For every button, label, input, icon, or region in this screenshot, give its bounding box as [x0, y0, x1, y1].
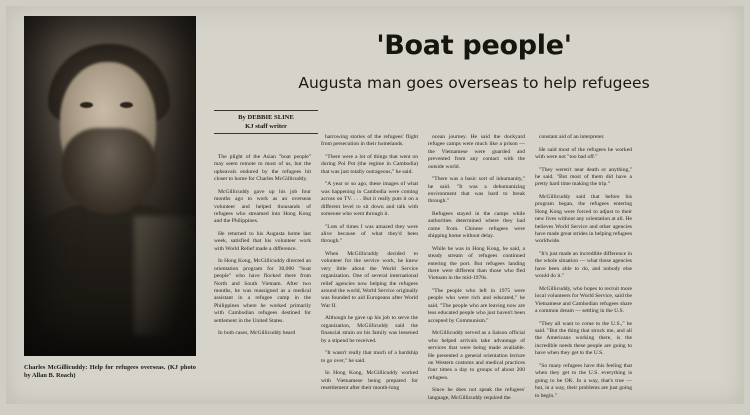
paragraph: McGillicuddy said that before his program began, the refugees entering Hong Kong were forced to adjust to their new lives without any orientation at all. He believes World Service and other agencies have made great strides in helping refugees worldwide.	[535, 194, 632, 245]
paragraph: Refugees stayed in the camps while authorities determined where they had come from. Chinese refugees were shipping home without delay.	[428, 211, 525, 240]
paragraph: "They all want to come to the U.S.," he said. "But the thing that struck me, and all the Americans working there, is the incredible needs these people are going to have when they get to the U.S.	[535, 320, 632, 357]
paragraph: The plight of the Asian "boat people" may seem remote to most of us, but the upheavals endured by the refugees hit closer to home for Charles McGillicuddy.	[214, 154, 311, 183]
article-column-2	[321, 134, 418, 392]
paragraph: ocean journey. He said the dockyard refugee camps were much like a prison — the Vietnamese were guarded and prevented from any contact with the outside world.	[428, 134, 525, 170]
paragraph: "Lots of times I was amazed they were alive because of what they'd been through."	[321, 223, 418, 245]
byline-affiliation: KJ staff writer	[245, 123, 287, 130]
article-photo	[24, 16, 196, 356]
paragraph: Since he does not speak the refugees' language, McGillicuddy required the	[428, 387, 525, 401]
paragraph: McGillicuddy gave up his job four months ago to work as an overseas volunteer and helped thousands of refugees who streamed into Hong Kong and the Philippines.	[214, 188, 311, 225]
paragraph: While he was in Hong Kong, he said, a steady stream of refugees continued entering the port. But refugees landing there were different than those who fled Vietnam in the mid-1970s.	[428, 245, 525, 282]
paragraph: "It's just made an incredible difference in the whole situation — what those agencies have been able to do, and nobody else would do it."	[535, 251, 632, 280]
paragraph: "The people who left in 1975 were people who were rich and educated," he said. "The people who are leaving now are less educated people who just haven't been accepted by Communism."	[428, 288, 525, 324]
paragraph: "It wasn't really that much of a hardship to go over," he said.	[321, 350, 418, 364]
paragraph: He said most of the refugees he worked with were not "too bad off."	[535, 146, 632, 160]
paragraph: McGillicuddy, who hopes to recruit more local volunteers for World Service, said the Vietnamese and Cambodian refugees share a common dream — settling in the U.S.	[535, 285, 632, 315]
paragraph: Although he gave up his job to serve the organization, McGillicuddy said the financial strain on his family was lessened by a stipend he received.	[321, 315, 418, 344]
article-columns	[214, 134, 736, 401]
paragraph: He returned to his Augusta home last week, satisfied that his volunteer work with World Relief made a difference.	[214, 231, 311, 252]
byline-rule-top	[214, 110, 318, 111]
article-column-4	[535, 134, 632, 399]
paragraph: In Hong Kong, McGillicuddy directed an orientation program for 30,000 "boat people" who have flocked there from North and South Vietnam. After two months, he was reassigned as a medical assistant in a refugee camp in the Philippines where he worked primarily with Cambodian refugees destined for settlement in the United States.	[214, 258, 311, 324]
byline	[214, 110, 318, 134]
paragraph: "There was a basic sort of inhumanity," he said. "It was a dehumanizing environment that was hard to break through."	[428, 176, 525, 205]
paragraph: McGillicuddy served as a liaison official who helped arrivals take advantage of services that were being made available. He presented a general orientation lecture on Western customs and medical practices four times a day to groups of about 200 refugees.	[428, 330, 525, 381]
paragraph: In both cases, McGillicuddy heard	[218, 330, 296, 337]
byline-author: By DEBBIE SLINE	[238, 114, 294, 121]
headline: 'Boat people'	[376, 30, 572, 61]
paragraph: "They weren't near death or anything," he said. "But most of them did have a pretty hard time making the trip."	[535, 166, 632, 188]
paragraph: harrowing stories of the refugees' flight from persecution in their homelands.	[321, 134, 418, 148]
subheadline: Augusta man goes overseas to help refugees	[298, 74, 650, 92]
photo-vignette	[24, 16, 196, 356]
paragraph: "A year or so ago, these images of what was happening in Cambodia were coming across on TV. . . . But it really puts it on a different level to sit down and talk with someone who went through it.	[321, 181, 418, 218]
paragraph: In Hong Kong, McGillicuddy worked with Vietnamese being prepared for resettlement after their month-long	[321, 370, 418, 392]
paragraph: "There were a lot of things that went on during Pol Pot (the regime in Cambodia) that was just totally outrageous," he said.	[321, 154, 418, 175]
photo-caption: Charles McGillicuddy: Help for refugees overseas. (KJ photo by Allan B. Roach)	[24, 364, 196, 380]
article-column-3	[428, 134, 525, 401]
article-column-1	[214, 154, 311, 366]
paragraph: constant aid of an interpreter.	[539, 134, 605, 140]
paper-background	[6, 6, 744, 404]
paragraph: When McGillicuddy decided to volunteer for the service work, he knew very little about the World Service organization. One of several international relief agencies now helping the refugees around the world, World Service originally was founded to aid Europeans after World War II.	[321, 251, 418, 309]
paragraph: "So many refugees have this feeling that when they get to the U.S. everything is going to be OK. In a way, that's true — but, in a way, their problems are just going to begin."	[535, 362, 632, 399]
